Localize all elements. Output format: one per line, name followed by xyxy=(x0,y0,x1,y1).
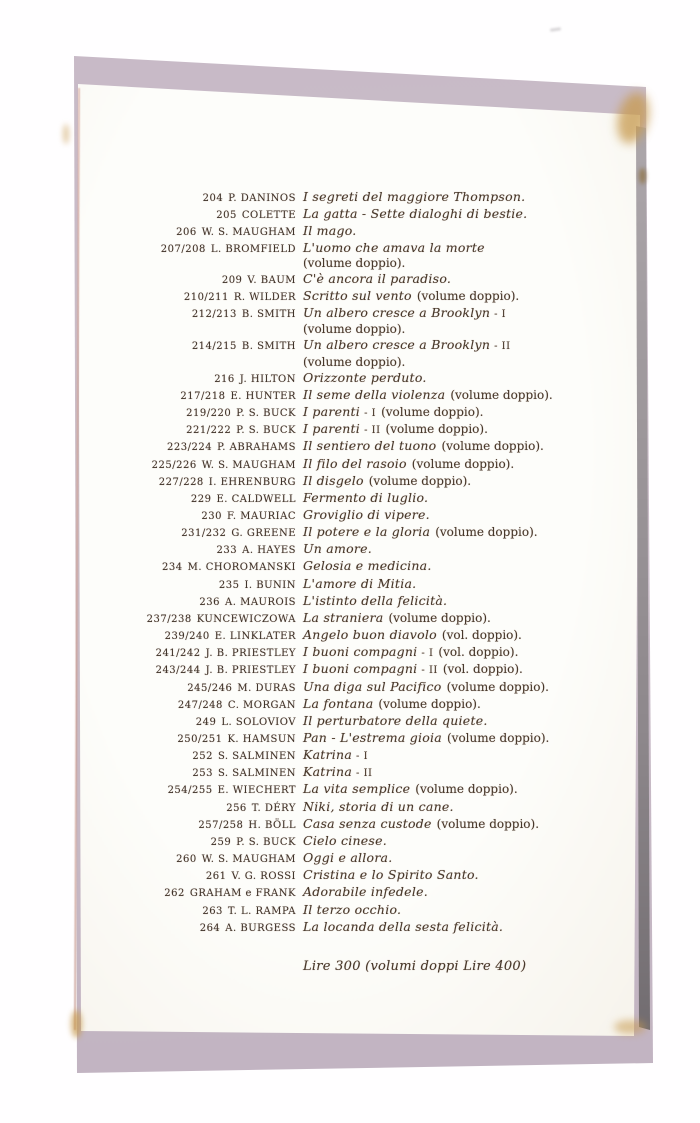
entry-left-column xyxy=(82,389,296,404)
entry-number: 230 xyxy=(201,510,223,522)
entry-volume-note: (volume doppio). xyxy=(436,816,540,831)
entry-volume-note: (volume doppio). xyxy=(450,387,553,402)
entry-left-column xyxy=(82,921,296,936)
entry-volume-note: (volume doppio). xyxy=(368,473,472,488)
corner-stain xyxy=(71,1010,82,1038)
catalog-entry xyxy=(82,644,566,661)
entry-left-column xyxy=(82,242,296,257)
entry-volume-numeral: - I xyxy=(356,751,369,763)
entry-title: La gatta - Sette dialoghi di bestie. xyxy=(303,206,528,222)
catalog-entry xyxy=(82,576,566,593)
entry-left-column xyxy=(82,646,296,661)
entry-author: B. SMITH xyxy=(241,341,296,353)
entry-title: Il mago. xyxy=(303,223,357,239)
entry-volume-note: (volume doppio). xyxy=(303,255,406,270)
entry-left-column xyxy=(82,783,296,798)
entry-right-column xyxy=(296,305,506,337)
entry-number: 260 xyxy=(176,854,197,866)
entry-author: P. S. BUCK xyxy=(236,408,296,420)
entry-author: E. WIECHERT xyxy=(217,785,296,797)
entry-left-column xyxy=(82,509,296,524)
entry-left-column xyxy=(82,526,296,541)
entry-left-column xyxy=(82,904,296,919)
entry-author: G. GREENE xyxy=(231,528,296,540)
entry-number: 249 xyxy=(195,716,217,728)
entry-author: J. HILTON xyxy=(239,373,296,385)
entry-author: P. S. BUCK xyxy=(236,425,296,437)
entry-author: V. BAUM xyxy=(247,274,296,286)
entry-left-column xyxy=(82,766,296,781)
entry-title: Fermento di luglio. xyxy=(303,489,429,505)
entry-right-column xyxy=(296,438,544,454)
entry-title: Il potere e la gloria xyxy=(303,524,431,540)
catalog-entry xyxy=(82,713,566,730)
entry-right-column xyxy=(296,696,481,712)
entry-title: Cristina e lo Spirito Santo. xyxy=(303,867,479,883)
entry-number: 262 xyxy=(164,888,185,900)
catalog-entry xyxy=(82,919,566,936)
entry-left-column xyxy=(82,852,296,867)
catalog-entry xyxy=(82,833,566,850)
entry-author: L. SOLOVIOV xyxy=(221,716,296,728)
catalog-entry xyxy=(82,438,566,455)
entry-right-column xyxy=(296,189,525,204)
entry-number: 204 xyxy=(202,193,224,204)
entry-author: T. DÉRY xyxy=(251,802,296,814)
entry-number: 250/251 xyxy=(177,734,223,745)
entry-number: 252 xyxy=(192,751,213,763)
entry-right-column xyxy=(296,223,357,238)
entry-right-column xyxy=(296,799,454,814)
catalog-entry xyxy=(82,610,566,627)
entry-volume-note: (volume doppio). xyxy=(303,322,406,337)
entry-right-column xyxy=(296,288,519,304)
catalog-entry xyxy=(82,271,566,288)
entry-number: 219/220 xyxy=(186,408,232,420)
entry-author: V. G. ROSSI xyxy=(231,871,296,883)
catalog-entry xyxy=(82,240,566,270)
entry-author: A. BURGESS xyxy=(225,922,296,934)
entry-number: 227/228 xyxy=(158,476,204,488)
catalog-entry xyxy=(82,288,566,305)
entry-title: L'istinto della felicità. xyxy=(303,592,448,608)
entry-left-column xyxy=(82,191,296,206)
entry-right-column xyxy=(296,884,428,899)
entry-title: L'amore di Mitia. xyxy=(303,575,417,591)
entry-volume-note: (volume doppio). xyxy=(446,731,550,745)
entry-number: 206 xyxy=(176,227,197,239)
entry-left-column xyxy=(82,715,296,730)
entry-author: I. BUNIN xyxy=(244,579,296,591)
entry-author: W. S. MAUGHAM xyxy=(201,459,296,471)
entry-title: Groviglio di vipere. xyxy=(303,506,430,522)
entry-right-column xyxy=(296,206,527,221)
entry-right-column xyxy=(296,337,511,369)
entry-left-column xyxy=(82,423,296,438)
entry-right-column xyxy=(296,627,522,643)
entry-number: 263 xyxy=(202,905,223,917)
entry-right-column xyxy=(296,833,387,848)
entry-right-column xyxy=(296,490,428,505)
catalog-entry xyxy=(82,507,566,524)
entry-volume-numeral: - II xyxy=(421,665,438,677)
entry-right-column xyxy=(296,576,416,591)
entry-author: J. B. PRIESTLEY xyxy=(205,665,296,677)
entry-number: 257/258 xyxy=(198,819,244,831)
entry-author: H. BÖLL xyxy=(248,819,296,831)
catalog-entry xyxy=(82,223,566,240)
entry-left-column xyxy=(82,681,296,696)
entry-title: Il sentiero del tuono xyxy=(303,438,437,454)
entry-author: I. EHRENBURG xyxy=(208,476,296,488)
entry-title: I segreti del maggiore Thompson. xyxy=(303,189,526,204)
entry-author: J. B. PRIESTLEY xyxy=(205,648,296,660)
entry-right-column xyxy=(296,240,485,270)
entry-number: 247/248 xyxy=(177,699,223,711)
entry-right-column xyxy=(296,919,503,934)
entry-volume-numeral: - I xyxy=(421,648,434,660)
entry-right-column xyxy=(296,850,392,865)
entry-right-column xyxy=(296,644,518,661)
entry-number: 259 xyxy=(210,836,232,848)
entry-right-column xyxy=(296,764,373,781)
entry-author: F. MAURIAC xyxy=(227,510,296,522)
entry-title: Katrina xyxy=(303,764,353,780)
entry-title: Scritto sul vento xyxy=(303,287,412,303)
catalog-entry xyxy=(82,696,566,713)
entry-title: I parenti xyxy=(303,404,361,420)
entry-right-column xyxy=(296,524,538,540)
entry-number: 234 xyxy=(162,562,183,574)
entry-title: Il filo del rasoio xyxy=(303,455,407,471)
entry-author: A. HAYES xyxy=(242,545,296,557)
catalog-entry xyxy=(82,473,566,490)
entry-left-column xyxy=(82,492,296,507)
catalog-entry xyxy=(82,421,566,438)
entry-number: 210/211 xyxy=(183,291,229,303)
entry-title: Angelo buon diavolo xyxy=(303,627,437,643)
entry-right-column xyxy=(296,271,451,286)
entry-left-column xyxy=(82,543,296,558)
entry-volume-note: (volume doppio). xyxy=(441,439,544,454)
entry-number: 261 xyxy=(205,871,227,883)
entry-number: 225/226 xyxy=(151,459,197,471)
entry-left-column xyxy=(82,290,296,305)
dust-speck xyxy=(550,27,561,32)
entry-title: I buoni compagni xyxy=(303,644,418,660)
entry-volume-note: (vol. doppio). xyxy=(438,645,519,660)
entry-left-column xyxy=(82,818,296,833)
catalog-entry xyxy=(82,884,566,901)
catalog-entry xyxy=(82,902,566,919)
entry-author: M. CHOROMANSKI xyxy=(187,562,296,574)
entry-right-column xyxy=(296,816,539,832)
entry-author: A. MAUROIS xyxy=(225,596,296,608)
entry-title: Un amore. xyxy=(303,541,372,557)
entry-author: T. L. RAMPA xyxy=(227,905,296,917)
corner-stain xyxy=(614,1020,646,1034)
catalog-entry xyxy=(82,764,566,781)
entry-author: E. HUNTER xyxy=(230,390,296,402)
entry-author: W. S. MAUGHAM xyxy=(201,227,296,239)
entry-author: R. WILDER xyxy=(233,291,296,303)
entry-title: L'uomo che amava la morte xyxy=(303,240,485,256)
entry-number: 223/224 xyxy=(167,442,213,454)
entry-author: C. MORGAN xyxy=(227,699,296,711)
entry-volume-numeral: - II xyxy=(364,425,381,437)
entry-left-column xyxy=(82,749,296,764)
entry-title: C'è ancora il paradiso. xyxy=(303,270,452,286)
entry-number: 229 xyxy=(190,493,212,505)
entry-title: Il terzo occhio. xyxy=(303,901,402,917)
entry-volume-note: (volume doppio). xyxy=(378,696,481,711)
entry-title: Gelosia e medicina. xyxy=(303,558,432,574)
entry-title: I parenti xyxy=(303,421,361,437)
entry-title: Il perturbatore della quiete. xyxy=(303,712,488,728)
catalog-content xyxy=(82,189,566,974)
entry-volume-note: (volume doppio). xyxy=(388,610,491,625)
entry-left-column xyxy=(82,663,296,678)
entry-left-column xyxy=(82,225,296,240)
entry-right-column xyxy=(296,507,430,522)
entry-title: Il seme della violenza xyxy=(303,386,446,402)
entry-number: 254/255 xyxy=(167,785,213,797)
catalog-entry xyxy=(82,799,566,816)
entry-author: P. ABRAHAMS xyxy=(217,442,296,454)
entry-volume-numeral: - I xyxy=(364,408,377,420)
entry-number: 221/222 xyxy=(186,425,232,437)
entry-volume-note: (volume doppio). xyxy=(411,456,515,471)
entry-volume-note: (vol. doppio). xyxy=(442,662,523,677)
catalog-entry xyxy=(82,593,566,610)
catalog-entry xyxy=(82,661,566,678)
entry-title: La straniera xyxy=(303,609,384,625)
catalog-entry xyxy=(82,541,566,558)
entry-number: 245/246 xyxy=(187,682,233,694)
entry-right-column xyxy=(296,421,488,438)
entry-volume-note: (volume doppio). xyxy=(381,405,484,420)
catalog-entry xyxy=(82,730,566,747)
entry-left-column xyxy=(82,372,296,387)
entry-right-column xyxy=(296,593,447,608)
entry-number: 205 xyxy=(216,210,237,222)
entry-author: B. SMITH xyxy=(241,309,296,321)
entry-left-column xyxy=(82,475,296,490)
entry-right-column xyxy=(296,473,471,489)
entry-title: Pan - L'estrema gioia xyxy=(303,730,442,745)
entry-right-column xyxy=(296,456,514,472)
entry-title: Adorabile infedele. xyxy=(303,884,428,900)
entry-right-column xyxy=(296,679,549,695)
entry-author: S. SALMINEN xyxy=(217,751,296,763)
entry-volume-note: (volume doppio). xyxy=(416,288,520,303)
catalog-entry xyxy=(82,337,566,369)
entry-number: 216 xyxy=(214,373,235,385)
entry-right-column xyxy=(296,558,432,573)
entry-author: E. CALDWELL xyxy=(216,493,296,505)
entry-title: La locanda della sesta felicità. xyxy=(303,918,504,934)
entry-left-column xyxy=(82,629,296,644)
entry-left-column xyxy=(82,869,296,884)
entry-number: 233 xyxy=(216,545,238,557)
catalog-entry xyxy=(82,370,566,387)
entry-volume-note: (volume doppio). xyxy=(415,782,518,797)
entry-number: 207/208 xyxy=(160,244,206,256)
catalog-entry xyxy=(82,558,566,575)
entry-left-column xyxy=(82,273,296,288)
entry-title: Cielo cinese. xyxy=(303,832,387,848)
entry-volume-note: (volume doppio). xyxy=(446,679,549,694)
entry-author: L. BROMFIELD xyxy=(210,244,296,256)
entry-title: Un albero cresce a Brooklyn xyxy=(303,305,491,321)
entry-right-column xyxy=(296,541,372,556)
corner-stain xyxy=(63,124,69,144)
entry-author: M. DURAS xyxy=(237,682,296,694)
entry-number: 214/215 xyxy=(191,341,237,353)
entry-right-column xyxy=(296,370,427,385)
entry-author: COLETTE xyxy=(241,210,296,222)
catalog-entry xyxy=(82,206,566,223)
price-note: Lire 300 (volumi doppi Lire 400) xyxy=(303,958,527,974)
entry-title: Orizzonte perduto. xyxy=(303,369,427,385)
entry-title: Oggi e allora. xyxy=(303,850,393,866)
catalog-entry xyxy=(82,387,566,404)
catalog-entry xyxy=(82,305,566,337)
entry-author: E. LINKLATER xyxy=(214,631,296,643)
entry-number: 264 xyxy=(199,922,221,934)
entry-left-column xyxy=(82,801,296,816)
entry-right-column xyxy=(296,730,549,746)
entry-number: 243/244 xyxy=(155,665,201,677)
catalog-entry xyxy=(82,189,566,206)
entry-left-column xyxy=(82,307,296,322)
entry-left-column xyxy=(82,886,296,901)
entry-volume-note: (vol. doppio). xyxy=(441,628,522,643)
entry-author: S. SALMINEN xyxy=(217,768,296,780)
entry-title: Niki, storia di un cane. xyxy=(303,798,454,814)
entry-right-column xyxy=(296,661,523,678)
entry-left-column xyxy=(82,835,296,850)
entry-right-column xyxy=(296,781,518,797)
entry-title: Una diga sul Pacifico xyxy=(303,678,442,694)
catalog-entry xyxy=(82,404,566,421)
entry-volume-numeral: - II xyxy=(494,341,511,353)
entry-left-column xyxy=(82,208,296,223)
entry-title: Il disgelo xyxy=(303,472,364,488)
entry-author: KUNCEWICZOWA xyxy=(196,613,296,625)
entry-title: La fontana xyxy=(303,695,374,711)
entry-volume-numeral: - II xyxy=(356,768,373,780)
entry-number: 235 xyxy=(218,579,240,591)
entry-author: W. S. MAUGHAM xyxy=(201,854,296,866)
entry-number: 237/238 xyxy=(146,613,192,625)
entry-author: P. DANINOS xyxy=(228,193,296,204)
catalog-entry xyxy=(82,679,566,696)
entry-number: 209 xyxy=(221,274,243,286)
entry-number: 241/242 xyxy=(155,648,201,660)
catalog-entry xyxy=(82,747,566,764)
entry-left-column xyxy=(82,339,296,354)
entry-right-column xyxy=(296,387,553,403)
edge-stain xyxy=(639,168,646,184)
entry-right-column xyxy=(296,747,368,764)
entry-author: P. S. BUCK xyxy=(236,836,296,848)
entry-left-column xyxy=(82,578,296,593)
entry-title: Un albero cresce a Brooklyn xyxy=(303,337,491,353)
entry-volume-note: (volume doppio). xyxy=(385,422,488,437)
entry-title: Katrina xyxy=(303,747,353,763)
catalog-entry xyxy=(82,490,566,507)
catalog-list xyxy=(82,189,566,936)
catalog-entry xyxy=(82,524,566,541)
entry-right-column xyxy=(296,902,401,917)
entry-left-column xyxy=(82,732,296,747)
entry-number: 236 xyxy=(199,596,220,608)
entry-number: 239/240 xyxy=(164,631,210,643)
entry-left-column xyxy=(82,612,296,627)
entry-left-column xyxy=(82,595,296,610)
entry-left-column xyxy=(82,406,296,421)
catalog-entry xyxy=(82,627,566,644)
entry-right-column xyxy=(296,713,488,728)
catalog-entry xyxy=(82,850,566,867)
entry-left-column xyxy=(82,698,296,713)
entry-left-column xyxy=(82,560,296,575)
entry-author: K. HAMSUN xyxy=(227,734,296,745)
entry-left-column xyxy=(82,458,296,473)
entry-title: La vita semplice xyxy=(303,781,411,797)
entry-title: I buoni compagni xyxy=(303,661,418,677)
catalog-entry xyxy=(82,456,566,473)
entry-volume-numeral: - I xyxy=(494,309,507,321)
entry-title: Casa senza custode xyxy=(303,815,432,831)
catalog-entry xyxy=(82,867,566,884)
entry-number: 231/232 xyxy=(181,528,227,540)
catalog-entry xyxy=(82,781,566,798)
entry-number: 253 xyxy=(192,768,213,780)
entry-number: 217/218 xyxy=(180,390,226,402)
entry-right-column xyxy=(296,867,479,882)
catalog-entry xyxy=(82,816,566,833)
entry-number: 212/213 xyxy=(191,309,237,321)
entry-number: 256 xyxy=(226,802,247,814)
entry-author: GRAHAM e FRANK xyxy=(189,888,296,900)
entry-left-column xyxy=(82,440,296,455)
entry-volume-note: (volume doppio). xyxy=(435,525,538,540)
entry-right-column xyxy=(296,404,483,421)
entry-volume-note: (volume doppio). xyxy=(303,354,406,369)
entry-right-column xyxy=(296,610,491,626)
